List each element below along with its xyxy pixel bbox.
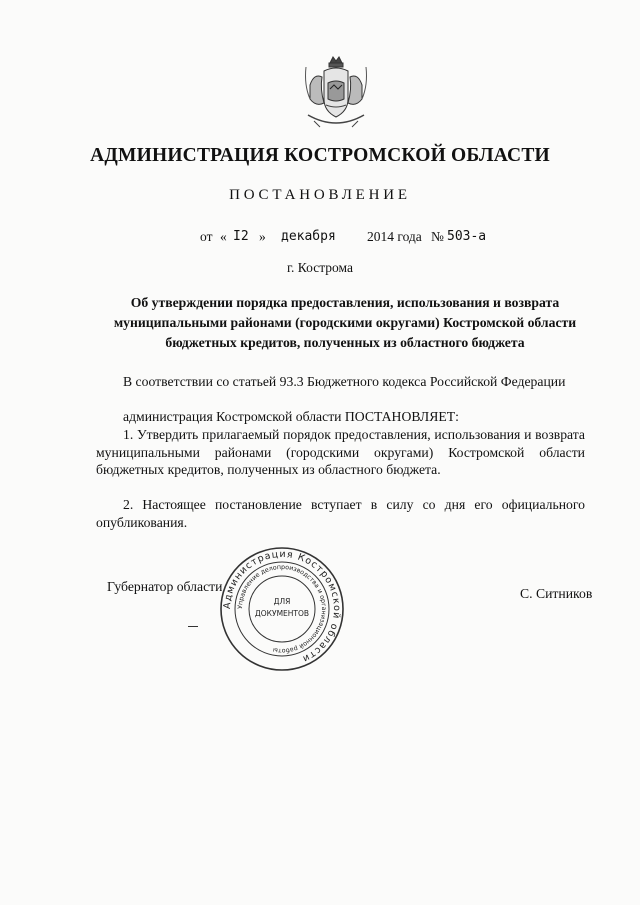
official-stamp-icon — [217, 544, 347, 674]
date-prefix: от — [200, 229, 213, 244]
date-month: декабря — [281, 229, 336, 244]
number-sign: № — [431, 229, 444, 244]
svg-text:Управление делопроизводства и: Управление делопроизводства и организационной работы — [236, 563, 328, 655]
body-paragraph-2: администрация Костромской области ПОСТАНОВЛЯЕТ: — [123, 409, 459, 424]
svg-text:Администрация Костромской обла: Администрация Костромской области — [221, 548, 343, 665]
close-quote: » — [259, 229, 266, 244]
body-paragraph-3: 1. Утвердить прилагаемый порядок предоставления, использования и возврата муниципальными районами (городскими округами) Костромской области бюджетных кредитов, полученных из областного бюджета. — [96, 427, 585, 477]
city: г. Кострома — [287, 260, 353, 275]
document-title: Об утверждении порядка предоставления, использования и возврата муниципальными районами (городскими округами) Костромской области бюджетных кредитов, полученных из областного бюджета — [113, 295, 577, 350]
body-paragraph-1: В соответствии со статьей 93.3 Бюджетного кодекса Российской Федерации — [123, 374, 566, 389]
open-quote: « — [220, 229, 227, 244]
date-year: 2014 года — [367, 229, 422, 244]
kostroma-coat-of-arms-icon — [300, 55, 372, 133]
signatory-role: Губернатор области — [107, 579, 223, 594]
body-paragraph-4: 2. Настоящее постановление вступает в силу со дня его официального опубликования. — [96, 497, 585, 530]
dash-mark — [188, 626, 198, 627]
svg-text:ДЛЯ: ДЛЯ — [273, 597, 291, 606]
document-number: 503-а — [447, 229, 487, 244]
signatory-name: С. Ситников — [520, 586, 593, 601]
organization-name: АДМИНИСТРАЦИЯ КОСТРОМСКОЙ ОБЛАСТИ — [90, 145, 550, 166]
svg-text:ДОКУМЕНТОВ: ДОКУМЕНТОВ — [254, 609, 310, 618]
date-day: I2 — [233, 229, 249, 244]
document-type: ПОСТАНОВЛЕНИЕ — [229, 187, 411, 203]
